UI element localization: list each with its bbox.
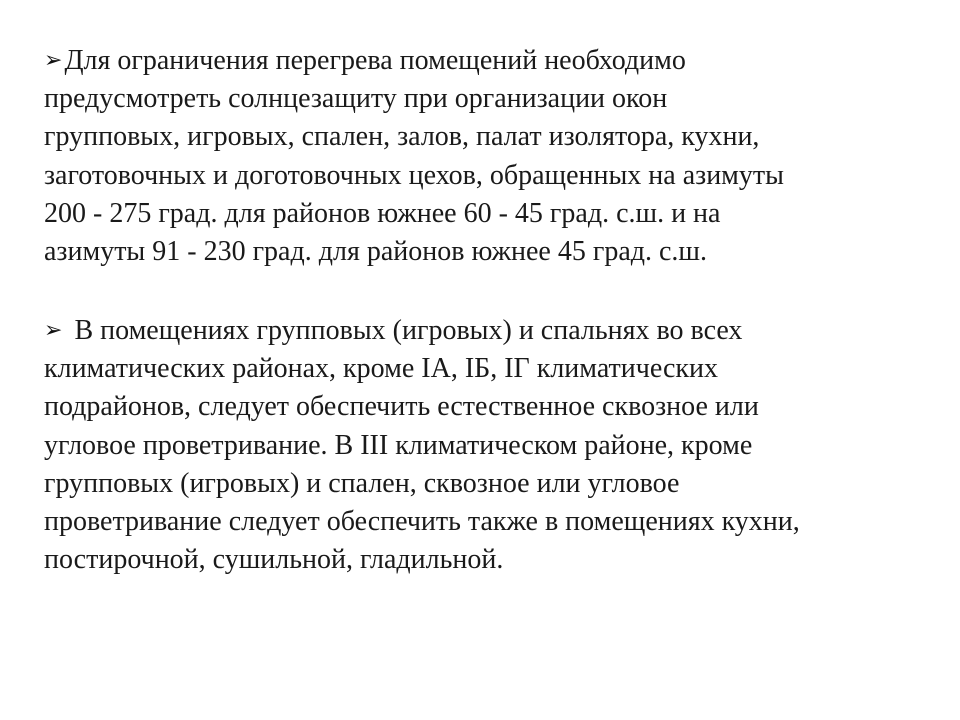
bullet-line: заготовочных и доготовочных цехов, обращенных на азимуты <box>44 159 784 191</box>
bullet-text: Для ограничения перегрева помещений необходимо <box>64 45 686 76</box>
bullet-line: постирочной, сушильной, гладильной. <box>44 544 504 576</box>
arrowhead-bullet-icon: ➢ <box>44 48 63 73</box>
bullet-line: групповых (игровых) и спален, сквозное или угловое <box>44 467 680 499</box>
bullet-text: В помещениях групповых (игровых) и спальнях во всех <box>74 315 743 346</box>
arrowhead-bullet-icon: ➢ <box>44 318 63 343</box>
bullet-line: проветривание следует обеспечить также в помещениях кухни, <box>44 506 800 538</box>
bullet-line: подрайонов, следует обеспечить естественное сквозное или <box>44 391 759 423</box>
bullet-line <box>44 312 924 350</box>
bullet-line: азимуты 91 - 230 град. для районов южнее 45 град. с.ш. <box>44 236 707 268</box>
bullet-line: 200 - 275 град. для районов южнее 60 - 45 град. с.ш. и на <box>44 197 721 229</box>
bullet-line: климатических районах, кроме IA, IБ, IГ климатических <box>44 353 718 385</box>
bullet-ventilation <box>44 312 924 579</box>
bullet-line <box>44 42 924 80</box>
bullet-line: предусмотреть солнцезащиту при организации окон <box>44 83 668 115</box>
bullet-line: угловое проветривание. В III климатическом районе, кроме <box>44 429 753 461</box>
bullet-sun-protection <box>44 42 924 271</box>
bullet-line: групповых, игровых, спален, залов, палат изолятора, кухни, <box>44 121 760 153</box>
